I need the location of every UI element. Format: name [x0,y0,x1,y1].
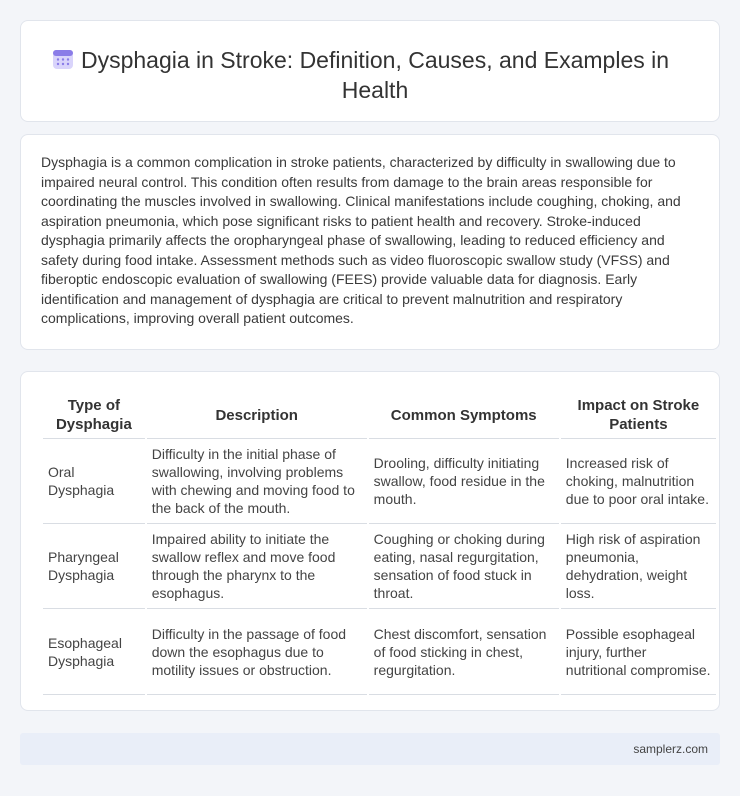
cell-impact: High risk of aspiration pneumonia, dehydration, weight loss. [561,524,716,609]
title-card [20,20,720,122]
cell-symptoms: Chest discomfort, sensation of food sticking in chest, regurgitation. [369,609,559,695]
cell-impact: Increased risk of choking, malnutrition due to poor oral intake. [561,439,716,524]
header-symptoms: Common Symptoms [369,392,559,439]
cell-description: Difficulty in the initial phase of swallowing, involving problems with chewing and moving food to the back of the mouth. [147,439,367,524]
cell-type: Oral Dysphagia [43,439,145,524]
table-row [43,439,716,524]
table-row [43,609,716,695]
dysphagia-table [41,392,718,695]
header-impact: Impact on Stroke Patients [561,392,716,439]
header-description: Description [147,392,367,439]
intro-paragraph: Dysphagia is a common complication in stroke patients, characterized by difficulty in swallowing due to impaired neural control. This condition often results from damage to the brain areas responsible for coordinating the muscles involved in swallowing. Clinical manifestations include coughing, choking, and aspiration pneumonia, which pose significant risks to patient health and recovery. Stroke-induced dysphagia primarily affects the oropharyngeal phase of swallowing, leading to reduced efficiency and safety during food intake. Assessment methods such as video fluoroscopic swallow study (VFSS) and fiberoptic endoscopic evaluation of swallowing (FEES) provide valuable data for diagnosis. Early identification and management of dysphagia are critical to prevent malnutrition and respiratory complications, improving overall patient outcomes. [41,154,681,326]
footer-bar [20,733,720,765]
footer-site-link[interactable]: samplerz.com [633,742,708,756]
cell-description: Difficulty in the passage of food down the esophagus due to motility issues or obstruction. [147,609,367,695]
page-title: Dysphagia in Stroke: Definition, Causes, and Examples in Health [80,47,670,103]
cell-symptoms: Drooling, difficulty initiating swallow, food residue in the mouth. [369,439,559,524]
cell-symptoms: Coughing or choking during eating, nasal regurgitation, sensation of food stuck in throat. [369,524,559,609]
header-type: Type of Dysphagia [43,392,145,439]
cell-impact: Possible esophageal injury, further nutritional compromise. [561,609,716,695]
cell-type: Pharyngeal Dysphagia [43,524,145,609]
cell-description: Impaired ability to initiate the swallow reflex and move food through the pharynx to the esophagus. [147,524,367,609]
table-row [43,524,716,609]
table-card [20,371,720,711]
cell-type: Esophageal Dysphagia [43,609,145,695]
intro-card [20,134,720,350]
table-header-row [43,392,716,439]
